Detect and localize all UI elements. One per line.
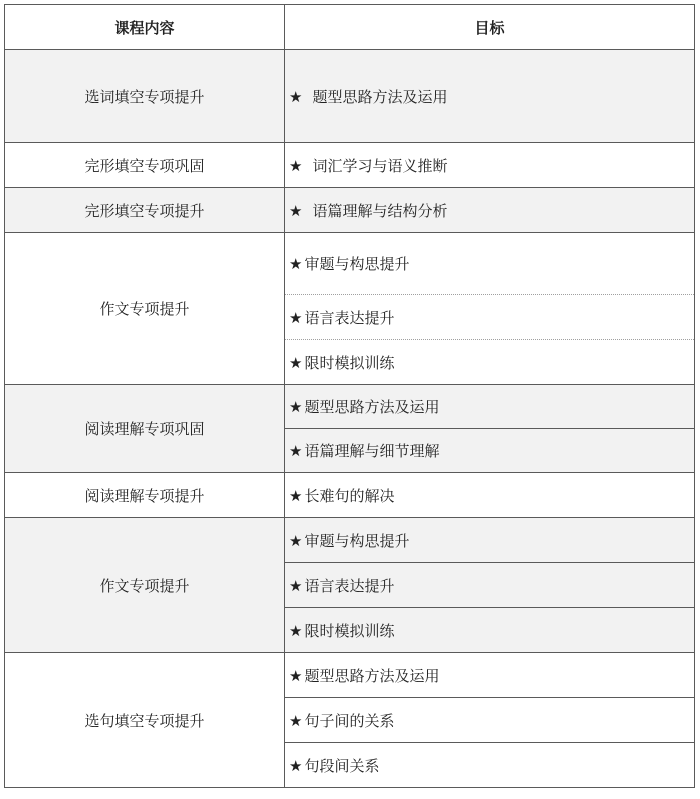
table-row [5,653,695,698]
table-row [5,233,695,295]
goal-cell [285,743,695,788]
goal-cell [285,143,695,188]
table-row [5,188,695,233]
star-icon: ★ [289,255,303,273]
course-cell: 完形填空专项巩固 [5,143,285,188]
course-goals-table [4,4,695,788]
star-icon: ★ [289,576,303,595]
header-goal: 目标 [285,5,695,50]
goal-cell [285,295,695,340]
goal-text: 句子间的关系 [304,711,395,730]
star-icon: ★ [289,531,303,550]
star-icon: ★ [289,308,303,327]
goal-cell [285,698,695,743]
goal-text: 长难句的解决 [304,486,395,505]
star-icon: ★ [289,666,303,685]
goal-cell [285,653,695,698]
table-row [5,143,695,188]
goal-text: 审题与构思提升 [304,255,410,273]
goal-text: 审题与构思提升 [304,531,410,550]
table-row [5,50,695,143]
goal-text: 限时模拟训练 [304,353,395,372]
course-cell: 阅读理解专项巩固 [5,385,285,473]
star-icon: ★ [289,756,303,775]
star-icon: ★ [289,156,303,175]
header-course: 课程内容 [5,5,285,50]
table-header-row [5,5,695,50]
star-icon: ★ [289,353,303,372]
goal-text: 语篇理解与结构分析 [312,201,448,220]
goal-text: 题型思路方法及运用 [304,398,440,416]
goal-text: 题型思路方法及运用 [312,87,448,106]
course-cell: 完形填空专项提升 [5,188,285,233]
course-cell: 作文专项提升 [5,233,285,385]
goal-cell [285,608,695,653]
star-icon: ★ [289,486,303,505]
star-icon: ★ [289,398,303,416]
goal-cell [285,50,695,143]
goal-cell [285,340,695,385]
goal-text: 题型思路方法及运用 [304,666,440,685]
goal-cell [285,188,695,233]
star-icon: ★ [289,442,303,460]
table-row [5,385,695,429]
table-row [5,518,695,563]
star-icon: ★ [289,87,303,106]
star-icon: ★ [289,711,303,730]
course-cell: 作文专项提升 [5,518,285,653]
goal-cell [285,473,695,518]
goal-cell [285,518,695,563]
goal-cell [285,385,695,429]
goal-text: 句段间关系 [304,756,380,775]
course-cell: 选句填空专项提升 [5,653,285,788]
course-cell: 选词填空专项提升 [5,50,285,143]
goal-cell [285,233,695,295]
goal-cell [285,429,695,473]
goal-text: 词汇学习与语义推断 [312,156,448,175]
table-row [5,473,695,518]
goal-text: 限时模拟训练 [304,621,395,640]
star-icon: ★ [289,201,303,220]
goal-text: 语言表达提升 [304,576,395,595]
goal-text: 语言表达提升 [304,308,395,327]
goal-cell [285,563,695,608]
goal-text: 语篇理解与细节理解 [304,442,440,460]
course-cell: 阅读理解专项提升 [5,473,285,518]
star-icon: ★ [289,621,303,640]
